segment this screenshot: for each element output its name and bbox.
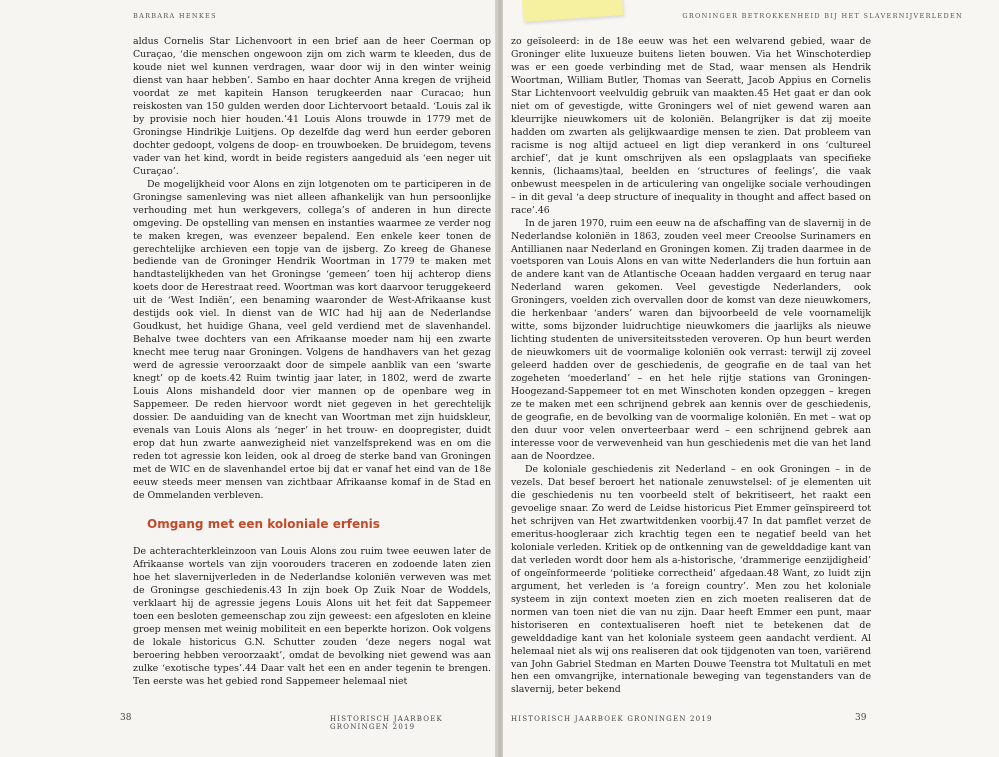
section-heading: Omgang met een koloniale erfenis bbox=[147, 516, 380, 531]
paragraph: De achterachterkleinzoon van Louis Alons zou ruim twee eeuwen later de Afrikaanse wortels van zijn voorouders traceren en zodoende laten zien hoe het slavernijverleden in de Nederlandse koloniën verweven was met de Groningse geschiedenis.43 In zijn boek Op Zuik Noar de Woddels, verklaart hij de agressie jegens Louis Alons uit het feit dat Sappemeer toen een besloten gemeenschap zou zijn geweest: een afgesloten en kleine groep mensen met weinig mobiliteit en een beperkte horizon. Ook volgens de lokale historicus G.N. Schutter zouden ‘deze negers nogal wat beroering hebben veroorzaakt’, omdat de bevolking niet gewend was aan zulke ‘exotische types’.44 Daar valt het een en ander tegenin te brengen. Ten eerste was het gebied rond Sappemeer helemaal niet bbox=[133, 545, 491, 687]
right-page bbox=[503, 0, 999, 757]
left-column bbox=[133, 36, 491, 689]
sticky-note bbox=[522, 0, 623, 22]
paragraph: aldus Cornelis Star Lichenvoort in een brief aan de heer Coerman op Curaçao, ‘die menschen ongewoon zijn om zich warm te kleeden, dus de koude niet wel kunnen verdragen, waar door wij in den winter weinig dienst van haar hebben’. Sambo en haar dochter Anna kregen de vrijheid voordat ze met kapitein Hanson terugkeerden naar Curacao; hun reiskosten van 150 gulden werden door Lichtervoort betaald. ‘Louis zal ik by provisie noch hier houden.’41 Louis Alons trouwde in 1779 met de Groningse Hindrikje Luitjens. Op dezelfde dag werd hun eerder geboren dochter gedoopt, volgens de doop- en trouwboeken. De bruidegom, tevens vader van het kind, wordt in beide registers aangeduid als ‘een neger uit Curaçao’. bbox=[133, 36, 491, 177]
page-number-right: 39 bbox=[855, 713, 867, 723]
paragraph: zo geïsoleerd: in de 18e eeuw was het een welvarend gebied, waar de Groninger elite luxueuze buitens lieten bouwen. Via het Winschoterdiep was er een goede verbinding met de Stad, waar mensen als Hendrik Woortman, William Butler, Thomas van Seeratt, Jacob Appius en Cornelis Star Lichtenvoort veelvuldig gebruik van maakten.45 Het gaat er dan ook niet om of gevestigde, witte Groningers wel of niet gewend waren aan kleurrijke nieuwkomers uit de koloniën. Belangrijker is dat zij moeite hadden om zwarten als gelijkwaardige mensen te zien. Dat probleem van racisme is nog altijd actueel en ligt diep verankerd in ons ‘cultureel archief’, dat je kunt omschrijven als een opslagplaats van specifieke kennis, (lichaams)taal, beelden en ‘structures of feelings’, die vaak onbewust meespelen in de articulering van ongelijke sociale verhoudingen – in dit geval ‘a deep structure of inequality in thought and affect based on race’.46 bbox=[511, 36, 871, 216]
running-head-left: BARBARA HENKES bbox=[133, 12, 217, 20]
footer-title-left: HISTORISCH JAARBOEK GRONINGEN 2019 bbox=[330, 715, 443, 731]
footer-title-right: HISTORISCH JAARBOEK GRONINGEN 2019 bbox=[511, 715, 713, 723]
right-column bbox=[511, 36, 871, 697]
running-head-right: GRONINGER BETROKKENHEID BIJ HET SLAVERNIJVERLEDEN bbox=[682, 12, 963, 20]
paragraph: De mogelijkheid voor Alons en zijn lotgenoten om te participeren in de Groningse samenleving was niet alleen afhankelijk van hun persoonlijke verhouding met hun werkgevers, collega’s of anderen in hun directe omgeving. De opstelling van mensen en instanties waarmee ze verder nog te maken kregen, was evenzeer bepalend. Een enkele keer tonen de gerechtelijke archieven een topje van de ijsberg. Zo kreeg de Ghanese bediende van de Groninger Hendrik Woortman in 1779 te maken met handtastelijkheden van het Groningse ‘gemeen’ toen hij achterop diens koets door de Herestraat reed. Woortman was kort daarvoor teruggekeerd uit de ‘West Indiën’, een benaming waaronder de West-Afrikaanse kust destijds ook viel. In dienst van de WIC had hij aan de Nederlandse Goudkust, het huidige Ghana, veel geld verdiend met de slavenhandel. Behalve twee dochters van een Afrikaanse moeder nam hij een zwarte knecht mee terug naar Groningen. Volgens de handhavers van het gezag werd de agressie veroorzaakt door de simpele aanblik van een ‘swarte knegt’ op de koets.42 Ruim twintig jaar later, in 1802, werd de zwarte Louis Alons mishandeld door vier mannen op de openbare weg in Sappemeer. De reden hiervoor wordt niet gegeven in het gerechtelijk dossier. De aanduiding van de knecht van Woortman met zijn huidskleur, evenals van Louis Alons als ‘neger’ in het trouw- en doopregister, duidt erop dat hun zwarte aanwezigheid niet vanzelfsprekend was en om die reden tot agressie kon leiden, ook al droeg de sterke band van Groningen met de WIC en de slavenhandel ertoe bij dat er vanaf het eind van de 18e eeuw steeds meer mensen van zichtbaar Afrikaanse komaf in de Stad en de Ommelanden verbleven. bbox=[133, 178, 491, 501]
left-page bbox=[0, 0, 497, 757]
page-number-left: 38 bbox=[120, 713, 132, 723]
paragraph: De koloniale geschiedenis zit Nederland – en ook Groningen – in de vezels. Dat besef beroert het nationale zenuwstelsel: of je elementen uit die geschiedenis nu ten voorbeeld stelt of bekritiseert, het raakt een gevoelige snaar. Zo werd de Leidse historicus Piet Emmer geïnspireerd tot het schrijven van Het zwartwitdenken voorbij.47 In dat pamflet verzet de emeritus-hoogleraar zich krachtig tegen een te negatief beeld van het koloniale verleden. Kritiek op de ontkenning van de gewelddadige kant van dat verleden wordt door hem als a-historische, ‘drammerige eenzijdigheid’ of ongeïnformeerde ‘politieke correctheid’ afgedaan.48 Want, zo luidt zijn argument, het verleden is ‘a foreign country’. Men zou het koloniale systeem in zijn context moeten zien en zich moeten realiseren dat de normen van toen niet die van nu zijn. Daar heeft Emmer een punt, maar historiseren en contextualiseren hoeft niet te betekenen dat de gewelddadige kant van het koloniale systeem geen aandacht verdient. Al helemaal niet als wij ons realiseren dat ook tijdgenoten van toen, variërend van John Gabriel Stedman en Marten Douwe Teenstra tot Multatuli en met hen een omvangrijke, internationale beweging van tegenstanders van de slavernij, beter bekend bbox=[511, 463, 871, 696]
paragraph: In de jaren 1970, ruim een eeuw na de afschaffing van de slavernij in de Nederlandse koloniën in 1863, zouden veel meer Creoolse Surinamers en Antillianen naar Nederland en Groningen komen. Zij traden daarmee in de voetsporen van Louis Alons en van witte Nederlanders die hun fortuin aan de andere kant van de Atlantische Oceaan hadden vergaard en terug naar Nederland waren gekomen. Veel gevestigde Nederlanders, ook Groningers, voelden zich overvallen door de komst van deze nieuwkomers, die herkenbaar ‘anders’ waren dan bijvoorbeeld de vele voornamelijk witte, soms bijzonder luidruchtige nieuwkomers die jaarlijks als nieuwe lichting studenten de universiteitssteden veroveren. Op hun beurt werden de nieuwkomers uit de voormalige koloniën ook verrast: terwijl zij zoveel geleerd hadden over de geschiedenis, de geografie en de taal van het zogeheten ‘moederland’ – en het hele rijtje stations van Groningen-Hoogezand-Sappemeer tot en met Winschoten konden opzeggen – kregen ze te maken met een schrijnend gebrek aan kennis over de geschiedenis, de geografie, en de bevolking van de voormalige koloniën. En met – wat op den duur voor velen onverteerbaar werd – een schrijnend gebrek aan interesse voor de verwevenheid van hun geschiedenis met die van het land aan de Noordzee. bbox=[511, 217, 871, 462]
